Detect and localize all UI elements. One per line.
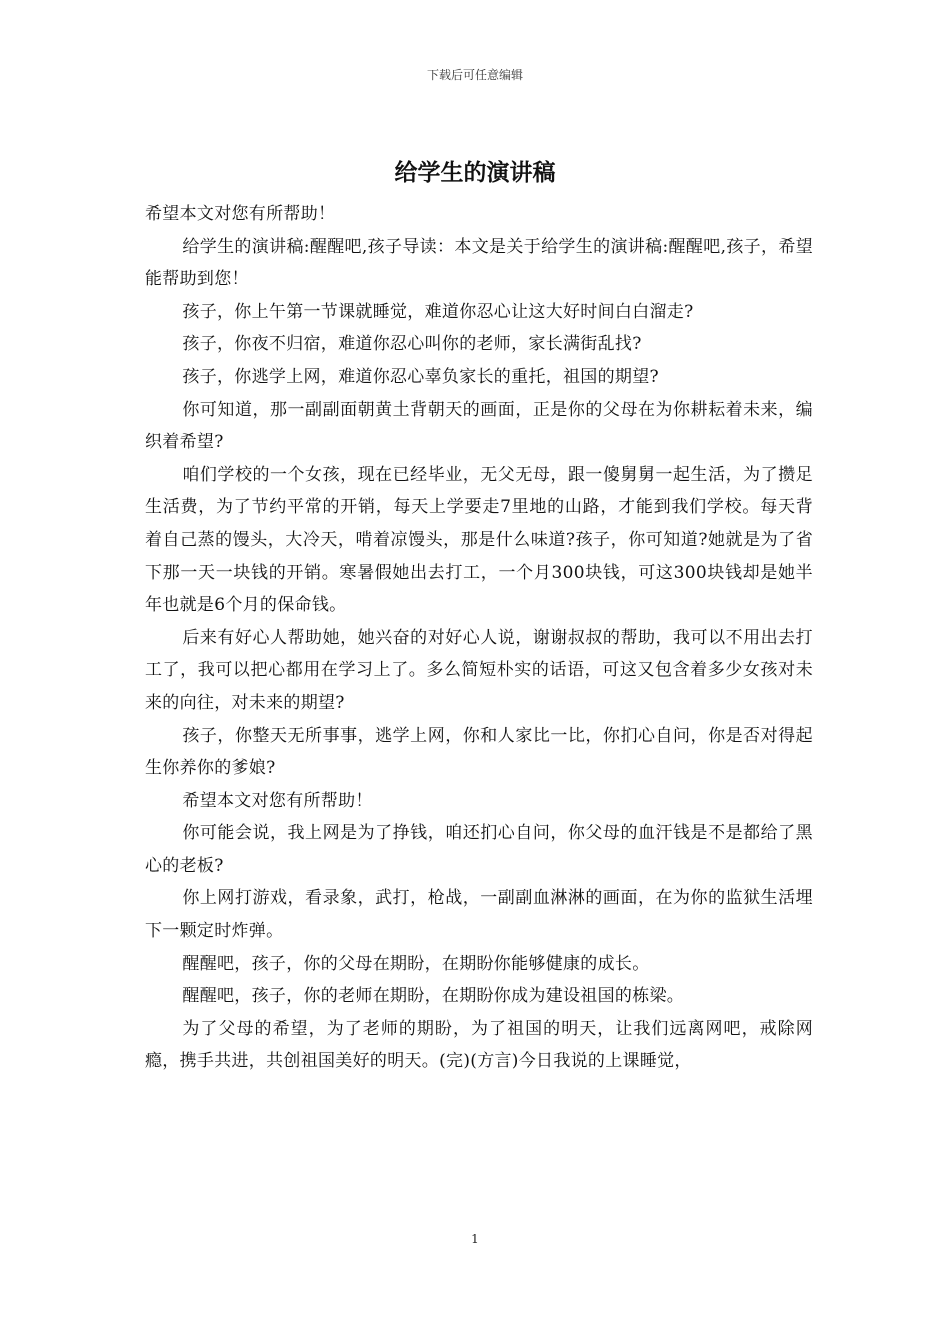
paragraph: 你上网打游戏，看录象，武打，枪战，一副副血淋淋的画面，在为你的监狱生活埋下一颗定时炸弹。 bbox=[145, 888, 813, 942]
paragraph: 希望本文对您有所帮助！ bbox=[145, 204, 336, 224]
paragraph: 孩子，你整天无所事事，逃学上网，你和人家比一比，你扪心自问，你是否对得起生你养你的爹娘? bbox=[145, 725, 813, 779]
paragraph: 孩子，你逃学上网，难道你忍心辜负家长的重托，祖国的期望? bbox=[182, 366, 659, 387]
paragraph: 醒醒吧，孩子，你的父母在期盼，在期盼你能够健康的成长。 bbox=[182, 953, 650, 974]
paragraph: 后来有好心人帮助她，她兴奋的对好心人说，谢谢叔叔的帮助，我可以不用出去打工了，我可以把心都用在学习上了。多么简短朴实的话语，可这又包含着多少女孩对未来的向往，对未来的期望? bbox=[145, 627, 813, 713]
page-number: 1 bbox=[471, 1232, 479, 1246]
paragraph: 孩子，你夜不归宿，难道你忍心叫你的老师，家长满街乱找? bbox=[182, 334, 642, 355]
paragraph: 你可能会说，我上网是为了挣钱，咱还扪心自问，你父母的血汗钱是不是都给了黑心的老板? bbox=[145, 823, 813, 876]
paragraph: 醒醒吧，孩子，你的老师在期盼，在期盼你成为建设祖国的栋梁。 bbox=[182, 986, 685, 1007]
paragraph: 希望本文对您有所帮助！ bbox=[182, 790, 373, 811]
paragraph: 你可知道，那一副副面朝黄土背朝天的画面，正是你的父母在为你耕耘着未来，编织着希望? bbox=[145, 399, 813, 453]
paragraph: 咱们学校的一个女孩，现在已经毕业，无父无母，跟一傻舅舅一起生活，为了攒足生活费，为了节约平常的开销，每天上学要走7里地的山路，才能到我们学校。每天背着自己蒸的馒头，大冷天，啃着凉馒头，那是什么味道?孩子，你可知道?她就是为了省下那一天一块钱的开销。寒暑假她出去打工，一个月300块钱，可这300块钱却是她半年也就是6个月的保命钱。 bbox=[145, 464, 813, 616]
paragraph: 孩子，你上午第一节课就睡觉，难道你忍心让这大好时间白白溜走? bbox=[182, 301, 694, 322]
paragraph: 给学生的演讲稿:醒醒吧,孩子导读：本文是关于给学生的演讲稿:醒醒吧,孩子，希望能帮助到您！ bbox=[145, 236, 813, 290]
document-title: 给学生的演讲稿 bbox=[394, 160, 556, 186]
paragraph: 为了父母的希望，为了老师的期盼，为了祖国的明天，让我们远离网吧，戒除网瘾，携手共进，共创祖国美好的明天。(完)(方言)今日我说的上课睡觉， bbox=[145, 1018, 813, 1072]
document-body bbox=[145, 198, 813, 1078]
page-header: 下载后可任意编辑 bbox=[426, 68, 523, 82]
